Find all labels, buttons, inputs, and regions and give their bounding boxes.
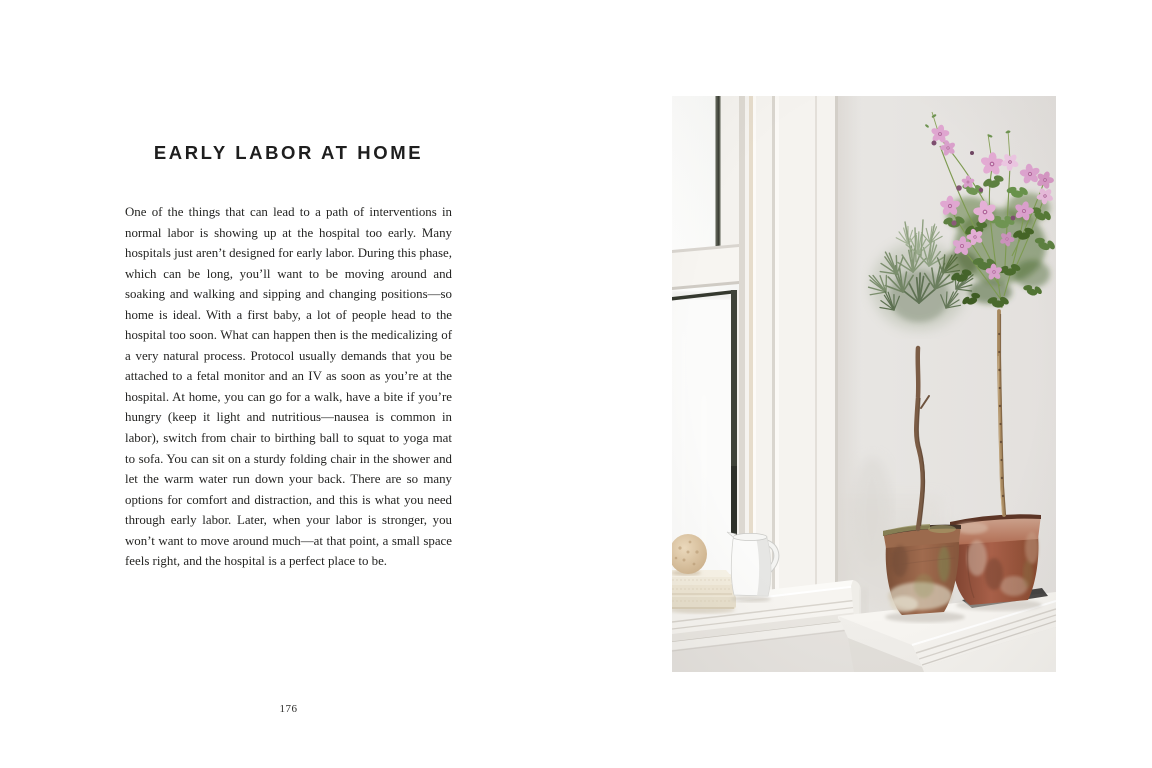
right-page-photo <box>672 96 1056 672</box>
body-paragraph: One of the things that can lead to a path of interventions in normal labor is showing up at the hospital too early. Many hospitals just aren’t designed for early labor. During this phase, which can be long, you’ll want to be moving around and soaking and walking and sipping and changing positions—so home is ideal. With a first baby, a lot of people head to the hospital too soon. What can happen then is the medicalizing of a very natural process. Protocol usually demands that you be attached to a fetal monitor and an IV as soon as you’re at the hospital. At home, you can go for a walk, have a bite if you’re hungry (keep it light and nutritious—nausea is common in labor), switch from chair to birthing ball to squat to yoga mat to sofa. You can sit on a sturdy folding chair in the shower and let the warm water run down your back. There are so many options for comfort and distraction, and this is what you need through early labor. Later, when your labor is stronger, you won’t want to move around much—at that point, a small space feels right, and the hospital is a perfect place to be. <box>125 205 452 569</box>
page-number: 176 <box>279 703 298 715</box>
chapter-heading: EARLY LABOR AT HOME <box>153 142 424 163</box>
photo-vignette <box>672 96 1056 672</box>
photo-potted-plants-windowsill <box>672 96 1056 672</box>
